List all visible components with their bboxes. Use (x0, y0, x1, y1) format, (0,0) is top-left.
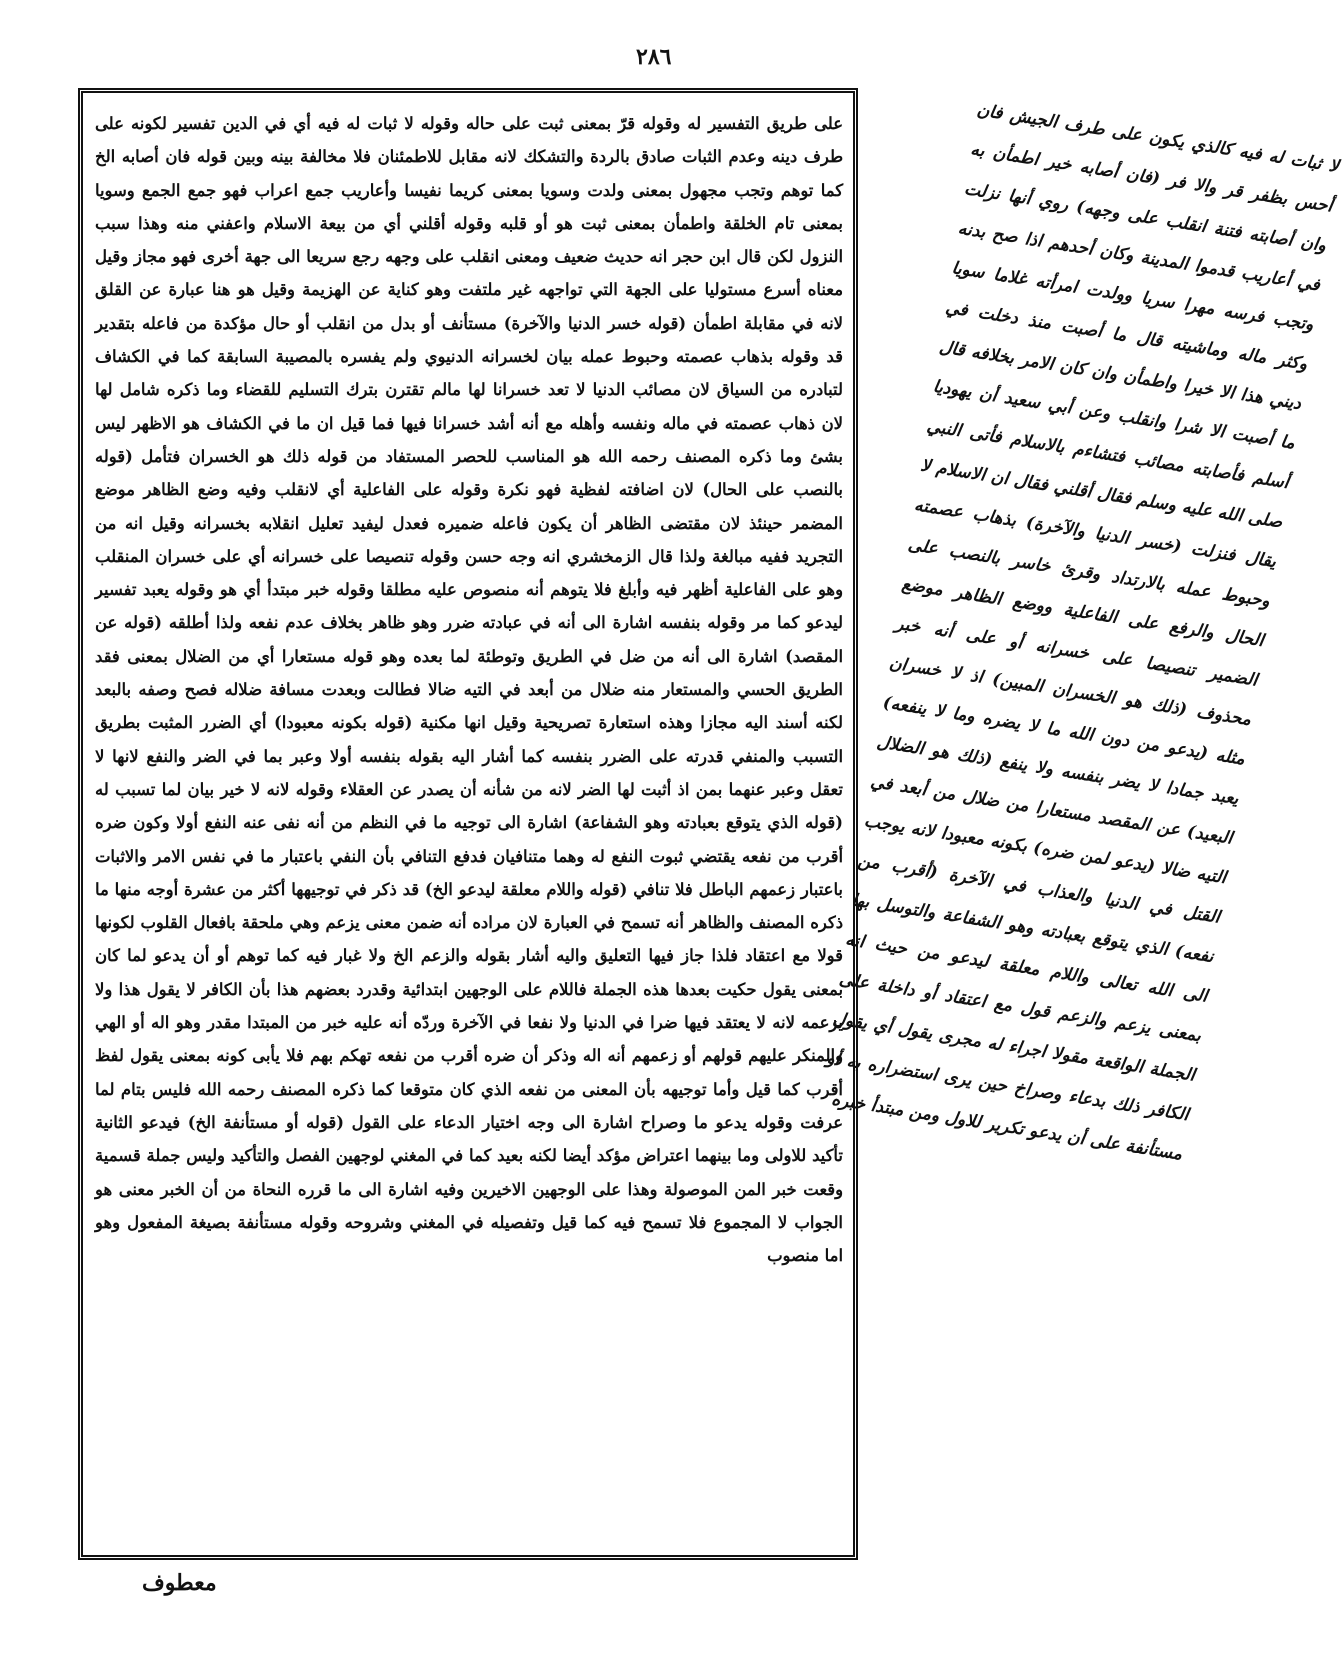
main-text-frame (78, 88, 858, 1560)
marginal-tafsir-text: لا ثبات له فيه كالذي يكون على طرف الجيش فان أحس بظفر قر والا فر (فان أصابه خير اطمأن به وان أصابته فتنة انقلب على وجهه) روي أنها نزلت في أعاريب قدموا المدينة وكان أحدهم اذا صح بدنه وتجب فرسه مهرا سريا وولدت امرأته غلاما سويا وكثر ماله وماشيته قال ما أصبت منذ دخلت في ديني هذا الا خيرا واطمأن وان كان الامر بخلافه قال ما أصبت الا شرا وانقلب وعن أبي سعيد أن يهوديا أسلم فأصابته مصائب فتشاءم بالاسلام فأتى النبي صلى الله عليه وسلم فقال أقلني فقال ان الاسلام لا يقال فنزلت (خسر الدنيا والآخرة) بذهاب عصمته وحبوط عمله بالارتداد وقرئ خاسر بالنصب على الحال والرفع على الفاعلية ووضع الظاهر موضع الضمير تنصيصا على خسرانه أو على أنه خبر محذوف (ذلك هو الخسران المبين) اذ لا خسران مثله (يدعو من دون الله ما لا يضره وما لا ينفعه) يعبد جمادا لا يضر بنفسه ولا ينفع (ذلك هو الضلال البعيد) عن المقصد مستعارا من ضلال من أبعد في التيه ضالا (يدعو لمن ضره) بكونه معبودا لانه يوجب القتل في الدنيا والعذاب في الآخرة (أقرب من نفعه) الذي يتوقع بعبادته وهو الشفاعة والتوسل بها الى الله تعالى واللام معلقة ليدعو من حيث انه بمعنى يزعم والزعم قول مع اعتقاد أو داخلة على الجملة الواقعة مقولا اجراء له مجرى يقول أي يقول الكافر ذلك بدعاء وصراخ حين يرى استضراره به أو مستأنفة على أن يدعو تكرير للاول ومن مبتدأ خبره (825, 100, 1341, 1165)
page-number: ٢٨٦ (636, 44, 672, 70)
catchword: معطوف (142, 1570, 217, 1596)
commentary-text: على طريق التفسير له وقوله قرّ بمعنى ثبت على حاله وقوله لا ثبات له فيه أي في الدين تفسير لكونه على طرف دينه وعدم الثبات صادق بالردة والتشكك لانه مقابل للاطمئنان فلا مخالفة بينه وبين قوله فان أصابه الخ كما توهم وتجب مجهول بمعنى ولدت وسويا بمعنى كريما نفيسا وأعاريب جمع اعراب فهو جمع الجمع وسويا بمعنى تام الخلقة واطمأن بمعنى ثبت هو أو قلبه وقوله أقلني أي من بيعة الاسلام واعفني منه وهذا سبب النزول لكن قال ابن حجر انه حديث ضعيف ومعنى انقلب على وجهه رجع سريعا الى جهة أخرى فهو مجاز وقيل معناه أسرع مستوليا على الجهة التي تواجهه غير ملتفت وهو كناية عن الهزيمة وقيل هو هنا عبارة عن القلق لانه في مقابلة اطمأن (قوله خسر الدنيا والآخرة) مستأنف أو بدل من انقلب أو حال مؤكدة من فاعله بتقدير قد وقوله بذهاب عصمته وحبوط عمله بيان لخسرانه الدنيوي ولم يفسره بالمصيبة السابقة كما في الكشاف لتبادره من السياق لان مصائب الدنيا لا تعد خسرانا لها مالم تقترن بترك التسليم للقضاء وما ذكره شامل لها لان ذهاب عصمته في ماله ونفسه وأهله مع أنه أشد خسرانا فيها فما قيل ان ما في الكشاف هو الاظهر ليس بشئ وما ذكره المصنف رحمه الله هو المناسب للحصر المستفاد من قوله ذلك هو الخسران فتأمل (قوله بالنصب على الحال) لان اضافته لفظية فهو نكرة وقوله على الفاعلية أي لانقلب وفيه وضع الظاهر موضع المضمر حينئذ لان مقتضى الظاهر أن يكون فاعله ضميره فعدل ليفيد تعليل انقلابه بخسرانه وقيل انه من التجريد ففيه مبالغة ولذا قال الزمخشري انه وجه حسن وقوله تنصيصا على خسرانه أي على خسران المنقلب وهو على الفاعلية أظهر فيه وأبلغ فلا يتوهم أنه منصوص عليه مطلقا وقوله خبر مبتدأ أي هو وقوله يعبد تفسير ليدعو كما مر وقوله بنفسه اشارة الى أنه في عبادته ضرر وهو ظاهر بخلاف عدم نفعه ولذا أطلقه (قوله عن المقصد) اشارة الى أنه من ضل في الطريق وتوطئة لما بعده وهو قوله مستعارا أي من الضلال بمعنى فقد الطريق الحسي والمستعار منه ضلال من أبعد في التيه ضالا فطالت وبعدت مسافة ضلاله فصح وصفه بالبعد لكنه أسند اليه مجازا وهذه استعارة تصريحية وقيل انها مكنية (قوله بكونه معبودا) أي الضرر المثبت بطريق التسبب والمنفي قدرته على الضرر بنفسه كما أشار اليه بقوله بنفسه أولا وعبر بما في الضر والنفع لانها لا تعقل وعبر عنهما بمن اذ أثبت لها الضر لانه من شأنه أن يصدر عن العقلاء وقوله لانه لا خير بيان لما تسبب له (قوله الذي يتوقع بعبادته وهو الشفاعة) اشارة الى توجيه ما في النظم من أنه نفى عنه النفع أولا وكون ضره أقرب من نفعه يقتضي ثبوت النفع له وهما متنافيان فدفع التنافي بأن النفي باعتبار ما في نفس الامر والاثبات باعتبار زعمهم الباطل فلا تنافي (قوله واللام معلقة ليدعو الخ) قد ذكر في توجيهها أكثر من عشرة أوجه منها ما ذكره المصنف والظاهر أنه تسمح في العبارة لان مراده أنه ضمن معنى يزعم وهي ملحقة بافعال القلوب لكونها قولا مع اعتقاد فلذا جاز فيها التعليق واليه أشار بقوله والزعم الخ ولا غبار فيه كما توهم أو أن يدعو لما كان بمعنى يقول حكيت بعدها هذه الجملة فاللام على الوجهين ابتدائية وقدرد بعضهم هذا بأن الكافر لا يقول هذا ولا يزعمه لانه لا يعتقد فيها ضرا في الدنيا ولا نفعا في الآخرة وردّه أنه عليه خبر من المبتدا مقدر وهو اله أو الهي والمنكر عليهم قولهم أو زعمهم أنه اله وذكر أن ضره أقرب من نفعه تهكم بهم فلا يأبى كونه بمعنى يقول لفظ أقرب كما قيل وأما توجيهه بأن المعنى من نفعه الذي كان متوقعا كما ذكره المصنف رحمه الله فليس بتام لما عرفت وقوله يدعو ما وصراح اشارة الى وجه اختيار الدعاء على القول (قوله أو مستأنفة الخ) فيدعو الثانية تأكيد للاولى وما بينهما اعتراض مؤكد أيضا لكنه بعيد كما في المغني لوجهين الفصل والتأكيد وليس جملة قسمية وقعت خبر المن الموصولة وهذا على الوجهين الاخيرين وفيه اشارة الى ما قرره النحاة من أن الخبر معنى هو الجواب لا المجموع فلا تسمح فيه كما قيل وتفصيله في المغني وشروحه وقوله مستأنفة بصيغة المفعول وهو اما منصوب (95, 114, 843, 1266)
